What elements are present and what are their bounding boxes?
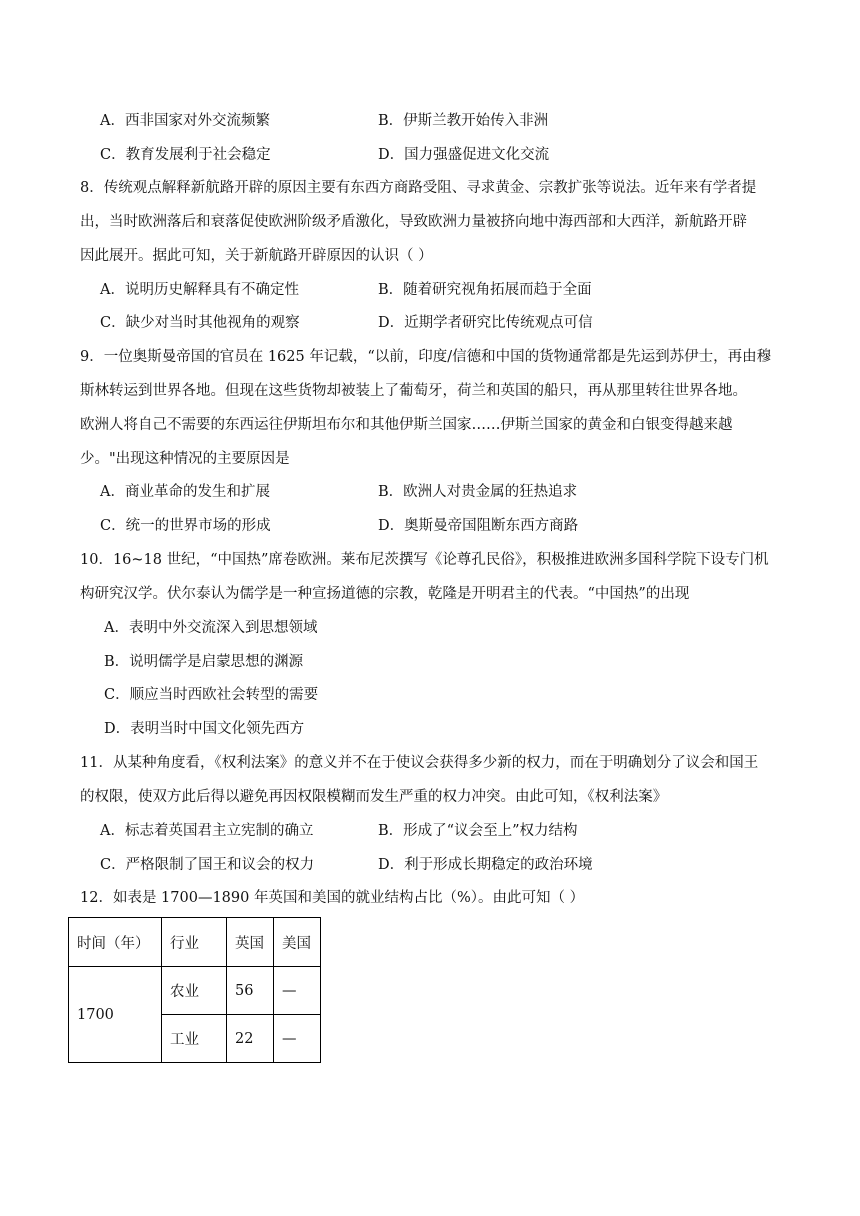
uk-value-cell: 22 [227,1015,274,1063]
table-row [69,967,321,1015]
q8-option-c: C．缺少对当时其他视角的观察 [100,315,300,331]
q9-option-b: B．欧洲人对贵金属的狂热追求 [378,484,578,500]
q11-stem-line-2: 的权限，使双方此后得以避免再因权限模糊而发生严重的权力冲突。由此可知，《权利法案》 [80,789,668,805]
q8-stem-line-2: 出，当时欧洲落后和衰落促使欧洲阶级矛盾激化，导致欧洲力量被挤向地中海西部和大西洋，新航路开辟 [80,214,747,230]
q10-option-d: D．表明当时中国文化领先西方 [104,721,305,737]
q11-stem-line-1: 11．从某种角度看，《权利法案》的意义并不在于使议会获得多少新的权力，而在于明确划分了议会和国王 [80,755,759,771]
q9-stem-line-3: 欧洲人将自己不需要的东西运往伊斯坦布尔和其他伊斯兰国家……伊斯兰国家的黄金和白银变得越来越 [80,417,733,433]
q9-stem-line-4: 少。"出现这种情况的主要原因是 [80,451,290,467]
header-time: 时间（年） [69,918,162,967]
q10-stem-line-2: 构研究汉学。伏尔泰认为儒学是一种宣扬道德的宗教，乾隆是开明君主的代表。“中国热”的出现 [80,586,690,602]
q11-option-c: C．严格限制了国王和议会的权力 [100,857,315,873]
q8-option-d: D．近期学者研究比传统观点可信 [378,315,593,331]
uk-value-cell: 56 [227,967,274,1015]
q8-stem-line-1: 8．传统观点解释新航路开辟的原因主要有东西方商路受阻、寻求黄金、宗教扩张等说法。近年来有学者提 [80,180,757,196]
q9-option-c: C．统一的世界市场的形成 [100,518,271,534]
q7-option-a: A．西非国家对外交流频繁 [100,113,270,129]
q12-stem-line-1: 12．如表是 1700—1890 年英国和美国的就业结构占比（%）。由此可知（ ） [80,890,585,906]
q7-option-d: D．国力强盛促进文化交流 [378,147,550,163]
employment-table [68,917,321,1063]
q9-stem-line-1: 9．一位奥斯曼帝国的官员在 1625 年记载，“以前，印度/信德和中国的货物通常都是先运到苏伊士，再由穆 [80,349,772,365]
us-value-cell: — [274,967,321,1015]
q11-option-b: B．形成了“议会至上”权力结构 [378,823,578,839]
us-value-cell: — [274,1015,321,1063]
q10-option-c: C．顺应当时西欧社会转型的需要 [104,687,319,703]
year-cell: 1700 [69,967,162,1063]
q10-option-a: A．表明中外交流深入到思想领域 [104,620,318,636]
q8-stem-line-3: 因此展开。据此可知，关于新航路开辟原因的认识（ ） [80,248,433,264]
q11-option-d: D．利于形成长期稳定的政治环境 [378,857,593,873]
header-industry: 行业 [162,918,227,967]
industry-cell: 农业 [162,967,227,1015]
q8-option-b: B．随着研究视角拓展而趋于全面 [378,282,592,298]
q10-stem-line-1: 10．16~18 世纪，“中国热”席卷欧洲。莱布尼茨撰写《论尊孔民俗》，积极推进欧洲多国科学院下设专门机 [80,552,769,568]
q7-option-b: B．伊斯兰教开始传入非洲 [378,113,549,129]
q7-option-c: C．教育发展利于社会稳定 [100,147,271,163]
table-header-row [69,918,321,967]
q10-option-b: B．说明儒学是启蒙思想的渊源 [104,654,304,670]
q9-option-a: A．商业革命的发生和扩展 [100,484,270,500]
q9-stem-line-2: 斯林转运到世界各地。但现在这些货物却被装上了葡萄牙，荷兰和英国的船只，再从那里转往世界各地。 [80,383,747,399]
header-uk: 英国 [227,918,274,967]
header-us: 美国 [274,918,321,967]
q9-option-d: D．奥斯曼帝国阻断东西方商路 [378,518,579,534]
q8-option-a: A．说明历史解释具有不确定性 [100,282,299,298]
q11-option-a: A．标志着英国君主立宪制的确立 [100,823,314,839]
industry-cell: 工业 [162,1015,227,1063]
